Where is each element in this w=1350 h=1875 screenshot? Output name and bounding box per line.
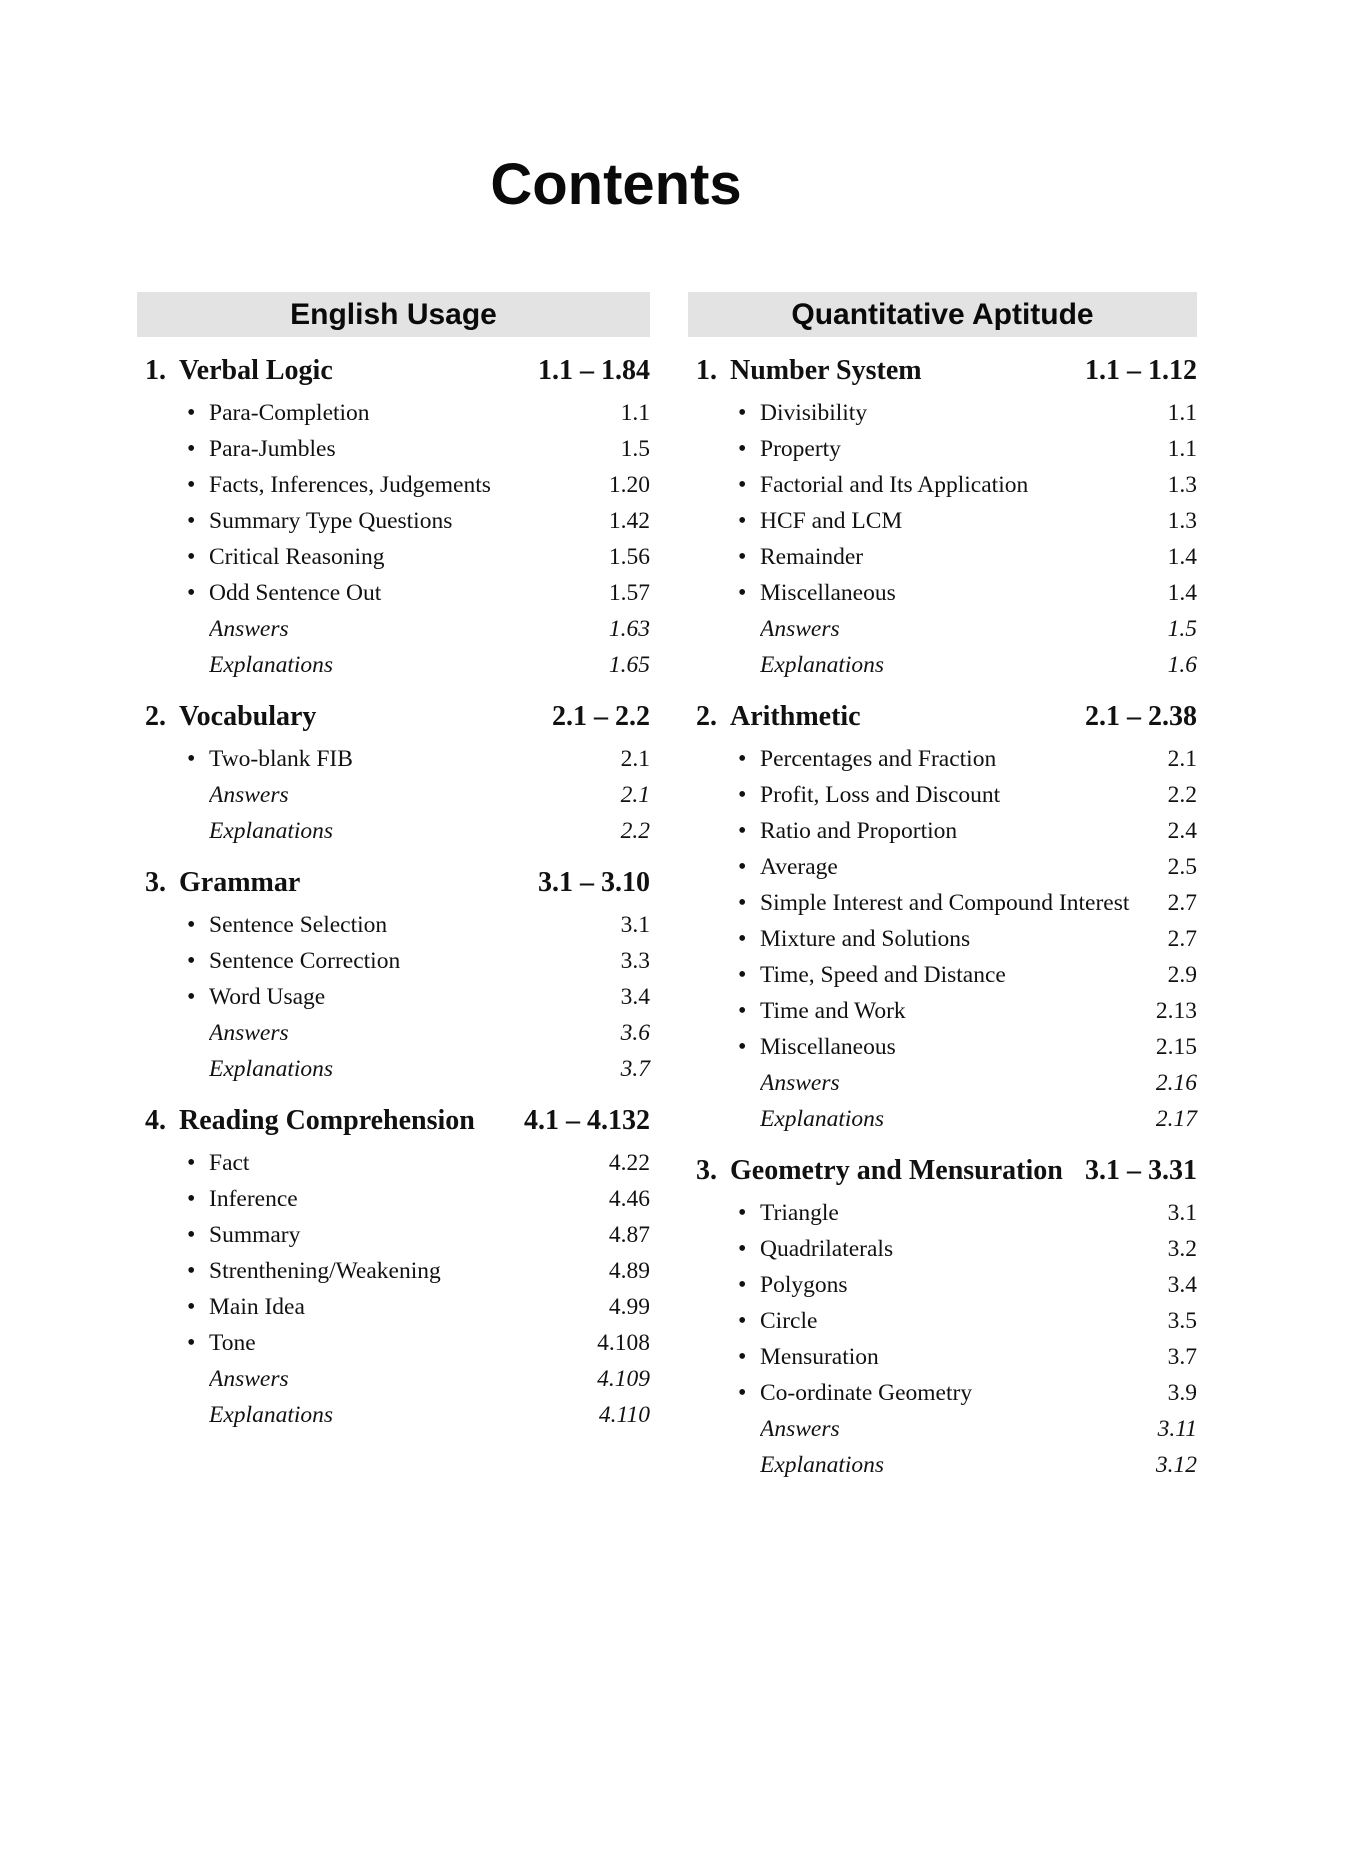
toc-item-label: Answers [209,616,289,642]
toc-item-label: Remainder [760,544,864,570]
toc-item-page: 3.1 [620,912,650,938]
chapter-page-range: 4.1 – 4.132 [524,1105,650,1136]
toc-item-label: Miscellaneous [760,580,896,606]
toc-item-label: Answers [209,1366,289,1392]
toc-item-page: 2.4 [1167,818,1197,844]
toc-item-label: Polygons [760,1272,848,1298]
toc-item [688,1029,1197,1065]
bullet-icon: • [187,1294,196,1320]
chapter-page-range: 2.1 – 2.38 [1085,701,1197,732]
chapter-number: 1. [145,355,166,386]
toc-item-page: 2.5 [1167,854,1197,880]
chapter-title: Grammar [179,867,301,898]
bullet-icon: • [187,1330,196,1356]
toc-item [688,431,1197,467]
toc-item-label: Tone [209,1330,256,1356]
toc-item [688,575,1197,611]
toc-item [137,503,650,539]
toc-item [688,1303,1197,1339]
bullet-icon: • [738,508,747,534]
bullet-icon: • [738,436,747,462]
chapter-heading [137,351,650,391]
chapter-heading [688,1151,1197,1191]
toc-item-page: 4.110 [598,1402,650,1428]
toc-item-label: Simple Interest and Compound Interest [760,890,1130,916]
toc-item-page: 2.2 [1167,782,1197,808]
toc-item-page: 3.1 [1167,1200,1197,1226]
toc-item-page: 1.42 [608,508,650,534]
bullet-icon: • [738,890,747,916]
chapter-list-right [688,351,1197,1483]
toc-item-label: Explanations [209,818,334,844]
toc-item [688,1195,1197,1231]
toc-item-label: Co-ordinate Geometry [760,1380,973,1406]
contents-page [0,150,1350,1875]
chapter-title: Vocabulary [179,701,317,732]
toc-item [688,849,1197,885]
toc-item-page: 1.5 [620,436,650,462]
toc-item-label: Explanations [760,652,885,678]
toc-item [137,1051,650,1087]
toc-item-label: Profit, Loss and Discount [760,782,1001,808]
toc-item-page: 4.89 [608,1258,650,1284]
toc-item [688,957,1197,993]
toc-item [137,575,650,611]
toc-item [688,1065,1197,1101]
bullet-icon: • [187,580,196,606]
toc-item-label: Sentence Selection [209,912,388,938]
toc-item-page: 4.87 [608,1222,650,1248]
bullet-icon: • [738,998,747,1024]
bullet-icon: • [187,1222,196,1248]
toc-item [137,741,650,777]
bullet-icon: • [738,472,747,498]
toc-item-page: 2.7 [1167,890,1197,916]
bullet-icon: • [738,962,747,988]
bullet-icon: • [738,544,747,570]
bullet-icon: • [738,1272,747,1298]
toc-item [137,1217,650,1253]
toc-item-page: 2.13 [1155,998,1197,1024]
bullet-icon: • [187,1258,196,1284]
toc-item-page: 1.1 [1167,436,1197,462]
toc-item [137,1325,650,1361]
toc-item-page: 3.9 [1167,1380,1197,1406]
toc-item-page: 4.46 [608,1186,650,1212]
toc-item [137,1397,650,1433]
chapter-number: 3. [145,867,166,898]
toc-item-label: Explanations [209,1402,334,1428]
toc-item-label: Facts, Inferences, Judgements [209,472,491,498]
chapter-title: Verbal Logic [179,355,333,386]
toc-item [688,539,1197,575]
toc-item [137,395,650,431]
toc-item-label: Miscellaneous [760,1034,896,1060]
toc-item [137,539,650,575]
toc-item [137,431,650,467]
chapter-number: 1. [696,355,717,386]
toc-item-label: Para-Completion [209,400,370,426]
bullet-icon: • [738,1200,747,1226]
chapter-heading [137,697,650,737]
bullet-icon: • [187,400,196,426]
toc-item-page: 3.11 [1157,1416,1197,1442]
bullet-icon: • [738,400,747,426]
toc-item-label: Critical Reasoning [209,544,385,570]
chapter-heading [688,351,1197,391]
toc-columns [137,292,1197,1483]
chapter-number: 3. [696,1155,717,1186]
toc-item [137,943,650,979]
chapter-heading [688,697,1197,737]
toc-item-page: 3.3 [620,948,650,974]
toc-item-label: Two-blank FIB [209,746,353,772]
toc-item-page: 1.5 [1167,616,1197,642]
toc-item [688,395,1197,431]
bullet-icon: • [187,1186,196,1212]
toc-item-label: Odd Sentence Out [209,580,382,606]
toc-item-page: 2.7 [1167,926,1197,952]
toc-item-page: 2.1 [620,746,650,772]
toc-item [137,647,650,683]
bullet-icon: • [738,1380,747,1406]
toc-item-label: Inference [209,1186,298,1212]
toc-item-label: Percentages and Fraction [760,746,997,772]
toc-item [137,1181,650,1217]
toc-item-page: 3.2 [1167,1236,1197,1262]
bullet-icon: • [738,746,747,772]
chapter-page-range: 1.1 – 1.12 [1085,355,1197,386]
toc-item-page: 4.99 [608,1294,650,1320]
toc-item-page: 4.22 [608,1150,650,1176]
toc-item-label: Ratio and Proportion [760,818,958,844]
toc-item-label: Word Usage [209,984,326,1010]
toc-item-page: 1.63 [608,616,650,642]
toc-item-page: 3.6 [620,1020,650,1046]
toc-item-page: 1.65 [608,652,650,678]
toc-item [137,1015,650,1051]
toc-item [688,1267,1197,1303]
section-header-left: English Usage [137,292,650,337]
chapter-title: Reading Comprehension [179,1105,475,1136]
toc-item-page: 2.1 [620,782,650,808]
bullet-icon: • [187,912,196,938]
toc-item-label: Summary [209,1222,301,1248]
toc-item [137,611,650,647]
toc-item [137,1253,650,1289]
bullet-icon: • [738,1308,747,1334]
toc-item-page: 3.7 [1167,1344,1197,1370]
chapter-title: Number System [730,355,922,386]
toc-item-page: 1.3 [1167,508,1197,534]
chapter-list-left [137,351,650,1433]
chapter-number: 2. [696,701,717,732]
toc-item [137,467,650,503]
toc-item [137,907,650,943]
toc-item-label: Divisibility [760,400,868,426]
chapter-number: 4. [145,1105,166,1136]
toc-item-page: 1.57 [608,580,650,606]
toc-item-label: Summary Type Questions [209,508,453,534]
toc-item-page: 1.4 [1167,544,1197,570]
toc-item [137,1145,650,1181]
toc-item [688,1339,1197,1375]
chapter-page-range: 1.1 – 1.84 [538,355,650,386]
chapter-page-range: 2.1 – 2.2 [552,701,650,732]
toc-item-label: Answers [209,782,289,808]
toc-item-label: Explanations [209,1056,334,1082]
toc-item-label: Explanations [209,652,334,678]
toc-item [688,813,1197,849]
chapter-heading [137,863,650,903]
toc-item-label: Main Idea [209,1294,305,1320]
toc-item-label: Factorial and Its Application [760,472,1029,498]
toc-item-label: Quadrilaterals [760,1236,894,1262]
bullet-icon: • [738,854,747,880]
toc-item-page: 2.15 [1155,1034,1197,1060]
toc-item [688,647,1197,683]
toc-item-page: 3.4 [1167,1272,1197,1298]
toc-item-label: Answers [760,616,840,642]
toc-item [688,885,1197,921]
chapter-title: Arithmetic [730,701,861,732]
toc-item-label: Strenthening/Weakening [209,1258,441,1284]
toc-item-page: 1.1 [620,400,650,426]
bullet-icon: • [187,984,196,1010]
bullet-icon: • [187,948,196,974]
bullet-icon: • [738,1344,747,1370]
bullet-icon: • [187,436,196,462]
toc-item [688,921,1197,957]
toc-item-page: 1.20 [608,472,650,498]
bullet-icon: • [187,508,196,534]
toc-item-page: 3.5 [1167,1308,1197,1334]
bullet-icon: • [187,472,196,498]
toc-item [688,1447,1197,1483]
toc-item [137,1361,650,1397]
toc-item-label: Mensuration [760,1344,879,1370]
toc-item-label: Answers [209,1020,289,1046]
chapter-title: Geometry and Mensuration [730,1155,1063,1186]
toc-item [688,1101,1197,1137]
toc-item-label: Property [760,436,841,462]
toc-item [137,979,650,1015]
chapter-page-range: 3.1 – 3.31 [1085,1155,1197,1186]
toc-item-page: 1.1 [1167,400,1197,426]
toc-item-page: 3.4 [620,984,650,1010]
toc-item-label: Time, Speed and Distance [760,962,1006,988]
bullet-icon: • [187,746,196,772]
section-header-right: Quantitative Aptitude [688,292,1197,337]
toc-item-label: Answers [760,1070,840,1096]
bullet-icon: • [738,818,747,844]
toc-item-page: 3.12 [1155,1452,1197,1478]
toc-item-page: 4.108 [597,1330,650,1356]
toc-item-label: Explanations [760,1106,885,1132]
toc-item-page: 1.56 [608,544,650,570]
toc-item-label: HCF and LCM [760,508,903,534]
toc-item [688,1375,1197,1411]
toc-item-page: 2.2 [620,818,650,844]
toc-column-right [688,292,1197,1483]
bullet-icon: • [187,1150,196,1176]
toc-item-label: Sentence Correction [209,948,401,974]
chapter-heading [137,1101,650,1141]
bullet-icon: • [738,580,747,606]
toc-item [137,813,650,849]
chapter-number: 2. [145,701,166,732]
toc-item-label: Triangle [760,1200,839,1226]
toc-item-label: Fact [209,1150,250,1176]
bullet-icon: • [738,782,747,808]
toc-column-left [137,292,650,1433]
toc-item-label: Mixture and Solutions [760,926,971,952]
toc-item [688,1231,1197,1267]
toc-item-label: Explanations [760,1452,885,1478]
toc-item-label: Average [760,854,838,880]
chapter-page-range: 3.1 – 3.10 [538,867,650,898]
bullet-icon: • [738,1034,747,1060]
toc-item [688,741,1197,777]
toc-item-page: 1.3 [1167,472,1197,498]
toc-item-label: Circle [760,1308,818,1334]
toc-item [137,1289,650,1325]
toc-item-page: 4.109 [597,1366,650,1392]
toc-item-label: Answers [760,1416,840,1442]
toc-item [688,1411,1197,1447]
toc-item [688,993,1197,1029]
bullet-icon: • [738,926,747,952]
toc-item-page: 3.7 [620,1056,650,1082]
toc-item-page: 2.16 [1155,1070,1197,1096]
toc-item [688,777,1197,813]
toc-item-page: 2.1 [1167,746,1197,772]
toc-item-page: 2.9 [1167,962,1197,988]
bullet-icon: • [187,544,196,570]
toc-item [688,467,1197,503]
toc-item-label: Para-Jumbles [209,436,336,462]
toc-item-page: 2.17 [1155,1106,1197,1132]
toc-item [688,503,1197,539]
toc-item [688,611,1197,647]
toc-item-page: 1.4 [1167,580,1197,606]
toc-item-page: 1.6 [1167,652,1197,678]
toc-item [137,777,650,813]
toc-item-label: Time and Work [760,998,906,1024]
page-title: Contents [490,152,742,217]
bullet-icon: • [738,1236,747,1262]
